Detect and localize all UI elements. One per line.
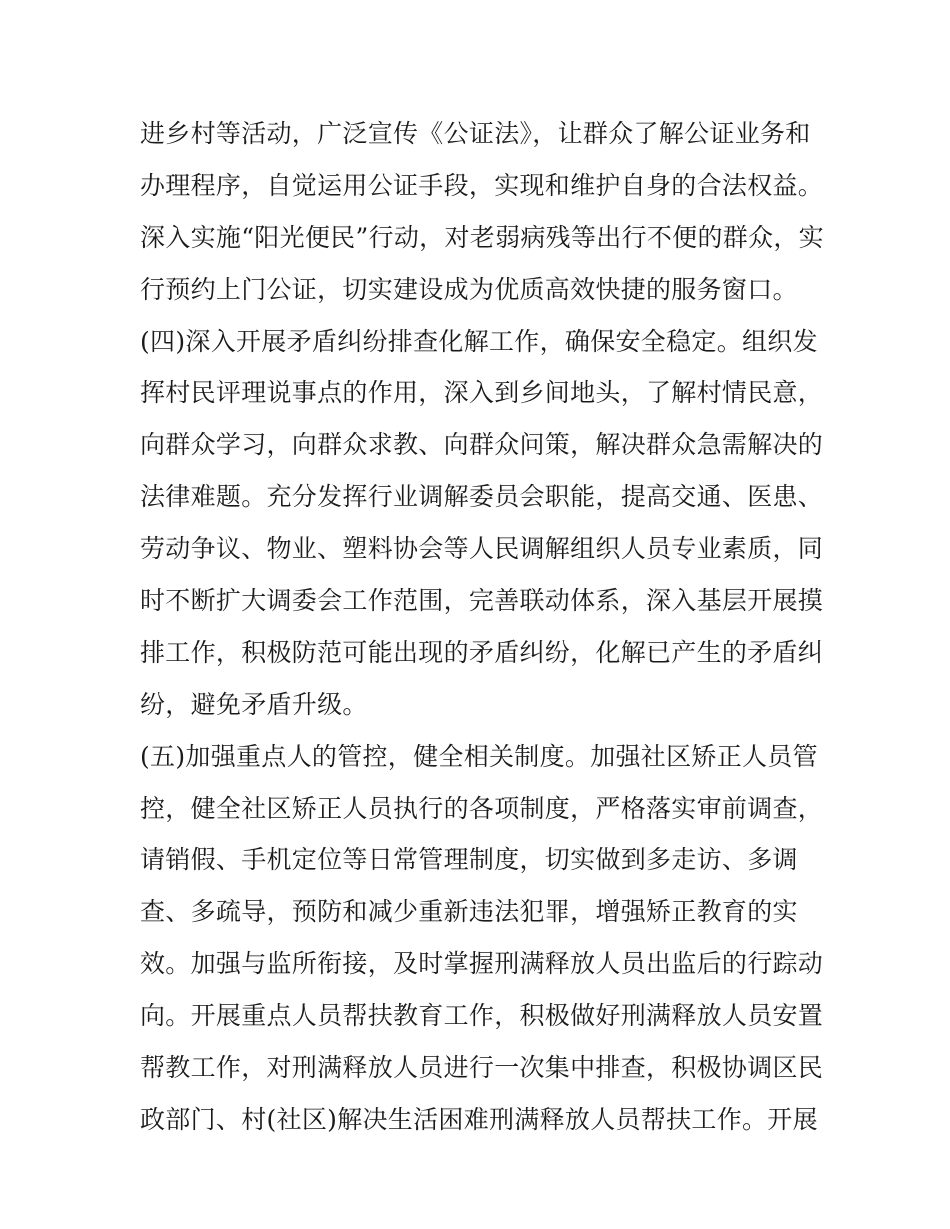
- text-line: 办理程序，自觉运用公证手段，实现和维护自身的合法权益。: [140, 170, 824, 200]
- text-line: 控，健全社区矫正人员执行的各项制度，严格落实审前调查，: [140, 793, 824, 823]
- text-line: 查、多疏导，预防和减少重新违法犯罪，增强矫正教育的实: [140, 897, 798, 927]
- text-line: 帮教工作，对刑满释放人员进行一次集中排查，积极协调区民: [140, 1053, 824, 1083]
- text-line: 政部门、村(社区)解决生活困难刑满释放人员帮扶工作。开展: [140, 1104, 818, 1134]
- text-line: 向。开展重点人员帮扶教育工作，积极做好刑满释放人员安置: [140, 1001, 824, 1031]
- text-line: 劳动争议、物业、塑料协会等人民调解组织人员专业素质，同: [140, 534, 824, 564]
- text-line: 排工作，积极防范可能出现的矛盾纠纷，化解已产生的矛盾纠: [140, 637, 824, 667]
- text-line: 时不断扩大调委会工作范围，完善联动体系，深入基层开展摸: [140, 586, 824, 616]
- text-line: 向群众学习，向群众求教、向群众问策，解决群众急需解决的: [140, 430, 824, 460]
- text-line: 行预约上门公证，切实建设成为优质高效快捷的服务窗口。: [140, 274, 798, 304]
- text-line: 挥村民评理说事点的作用，深入到乡间地头，了解村情民意，: [140, 378, 824, 408]
- section-heading-line: (四)深入开展矛盾纠纷排查化解工作，确保安全稳定。组织发: [140, 326, 818, 356]
- text-line: 法律难题。充分发挥行业调解委员会职能，提高交通、医患、: [140, 482, 824, 512]
- section-heading-line: (五)加强重点人的管控，健全相关制度。加强社区矫正人员管: [140, 741, 818, 771]
- text-line: 请销假、手机定位等日常管理制度，切实做到多走访、多调: [140, 845, 798, 875]
- text-line: 纷，避免矛盾升级。: [140, 689, 368, 719]
- text-line: 深入实施“阳光便民”行动，对老弱病残等出行不便的群众，实: [140, 222, 824, 252]
- text-line: 进乡村等活动，广泛宣传《公证法》，让群众了解公证业务和: [140, 119, 811, 148]
- body-text: [140, 108, 824, 1146]
- text-line: 效。加强与监所衔接，及时掌握刑满释放人员出监后的行踪动: [140, 949, 824, 979]
